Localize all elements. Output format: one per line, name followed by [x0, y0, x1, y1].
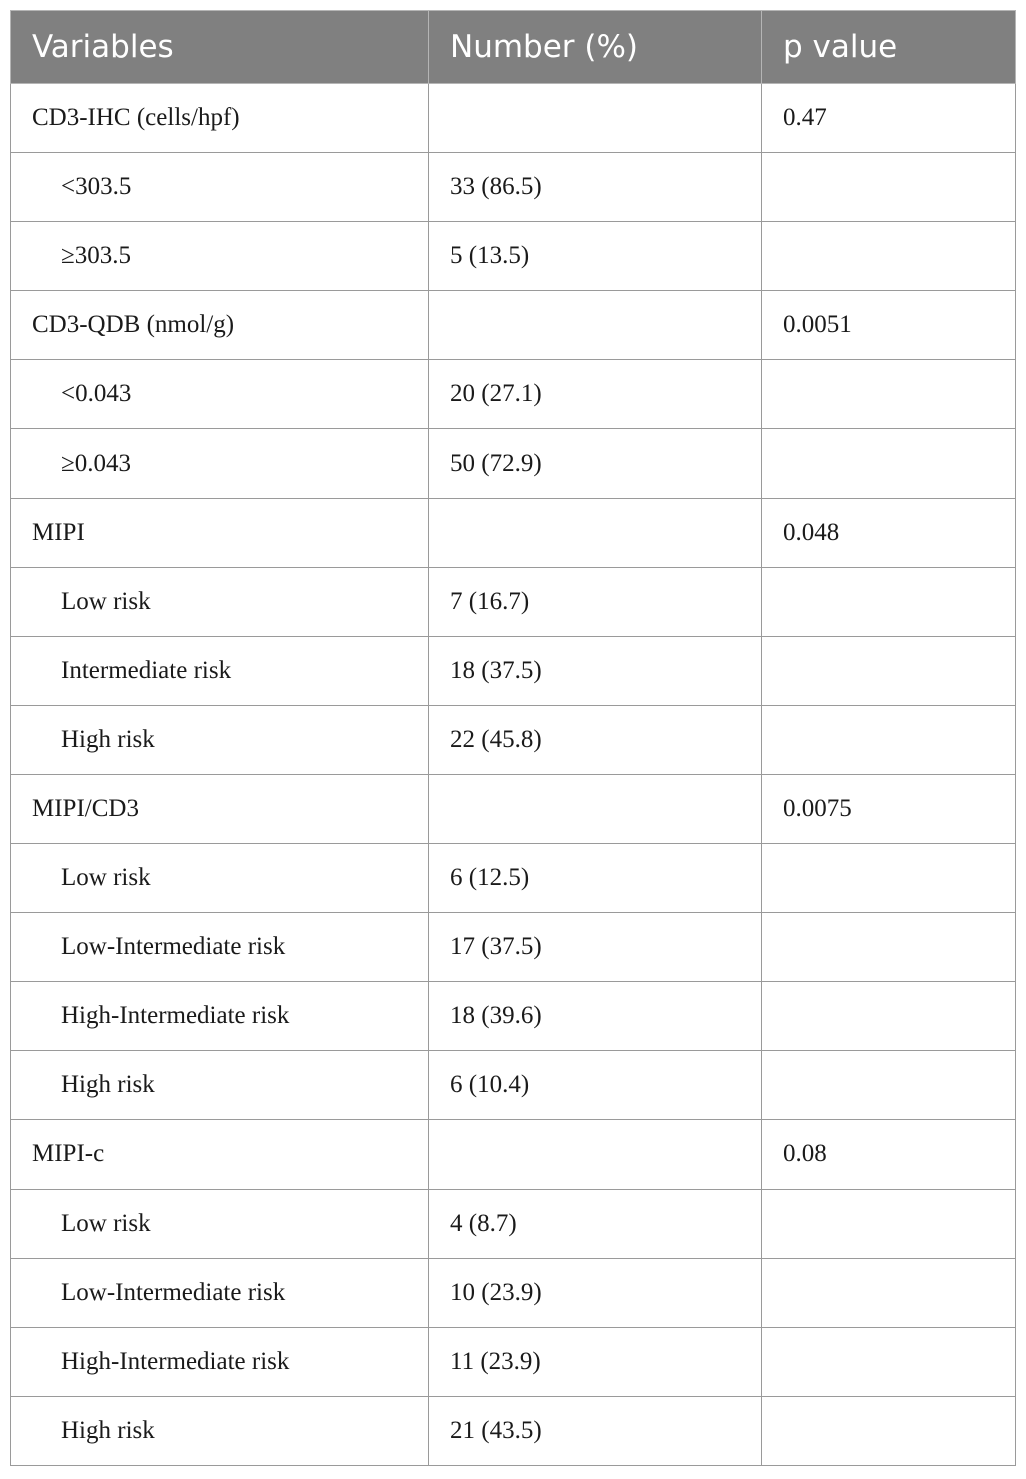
- cell-p-value: 0.08: [762, 1120, 1016, 1189]
- cell-variable: <303.5: [11, 153, 429, 222]
- table-row: [11, 1051, 1016, 1120]
- header-p-value: p value: [762, 11, 1016, 84]
- cell-variable: High-Intermediate risk: [11, 982, 429, 1051]
- cell-p-value: [762, 153, 1016, 222]
- table-row: [11, 844, 1016, 913]
- cell-p-value: [762, 705, 1016, 774]
- cell-variable: High-Intermediate risk: [11, 1327, 429, 1396]
- cell-variable: MIPI: [11, 498, 429, 567]
- table-row: [11, 705, 1016, 774]
- cell-variable: Low risk: [11, 1189, 429, 1258]
- cell-variable: High risk: [11, 1396, 429, 1465]
- cell-p-value: [762, 982, 1016, 1051]
- cell-p-value: [762, 1327, 1016, 1396]
- table-row: [11, 636, 1016, 705]
- cell-number: [429, 1120, 762, 1189]
- cell-number: 5 (13.5): [429, 222, 762, 291]
- cell-variable: MIPI/CD3: [11, 774, 429, 843]
- cell-p-value: 0.47: [762, 84, 1016, 153]
- table-group-row: [11, 498, 1016, 567]
- cell-number: 17 (37.5): [429, 913, 762, 982]
- cell-p-value: [762, 429, 1016, 498]
- cell-p-value: [762, 222, 1016, 291]
- cell-number: 6 (12.5): [429, 844, 762, 913]
- cell-variable: Low risk: [11, 844, 429, 913]
- table-row: [11, 222, 1016, 291]
- cell-number: 7 (16.7): [429, 567, 762, 636]
- cell-number: 21 (43.5): [429, 1396, 762, 1465]
- header-variables: Variables: [11, 11, 429, 84]
- cell-p-value: [762, 1051, 1016, 1120]
- cell-p-value: [762, 567, 1016, 636]
- cell-variable: Intermediate risk: [11, 636, 429, 705]
- header-number: Number (%): [429, 11, 762, 84]
- cell-variable: <0.043: [11, 360, 429, 429]
- cell-number: 10 (23.9): [429, 1258, 762, 1327]
- cell-p-value: [762, 1396, 1016, 1465]
- cell-number: 33 (86.5): [429, 153, 762, 222]
- table-body: [11, 84, 1016, 1466]
- table-group-row: [11, 291, 1016, 360]
- cell-variable: High risk: [11, 1051, 429, 1120]
- data-table: [10, 10, 1016, 1466]
- table-row: [11, 567, 1016, 636]
- cell-variable: CD3-QDB (nmol/g): [11, 291, 429, 360]
- cell-p-value: [762, 1189, 1016, 1258]
- cell-number: 11 (23.9): [429, 1327, 762, 1396]
- cell-p-value: [762, 360, 1016, 429]
- table-row: [11, 429, 1016, 498]
- cell-variable: Low risk: [11, 567, 429, 636]
- cell-variable: Low-Intermediate risk: [11, 913, 429, 982]
- cell-p-value: [762, 1258, 1016, 1327]
- cell-p-value: 0.0051: [762, 291, 1016, 360]
- cell-number: [429, 291, 762, 360]
- cell-variable: High risk: [11, 705, 429, 774]
- table-row: [11, 153, 1016, 222]
- cell-number: [429, 84, 762, 153]
- table-group-row: [11, 1120, 1016, 1189]
- table-row: [11, 360, 1016, 429]
- cell-variable: MIPI-c: [11, 1120, 429, 1189]
- cell-number: 50 (72.9): [429, 429, 762, 498]
- cell-number: 18 (39.6): [429, 982, 762, 1051]
- table-row: [11, 1396, 1016, 1465]
- cell-variable: CD3-IHC (cells/hpf): [11, 84, 429, 153]
- table-row: [11, 1189, 1016, 1258]
- table-row: [11, 982, 1016, 1051]
- table-row: [11, 1327, 1016, 1396]
- cell-number: 4 (8.7): [429, 1189, 762, 1258]
- cell-p-value: [762, 844, 1016, 913]
- cell-number: 6 (10.4): [429, 1051, 762, 1120]
- cell-p-value: [762, 636, 1016, 705]
- table-group-row: [11, 84, 1016, 153]
- header-row: [11, 11, 1016, 84]
- cell-variable: ≥303.5: [11, 222, 429, 291]
- cell-number: 20 (27.1): [429, 360, 762, 429]
- cell-number: 18 (37.5): [429, 636, 762, 705]
- cell-number: [429, 498, 762, 567]
- table-row: [11, 913, 1016, 982]
- table-row: [11, 1258, 1016, 1327]
- cell-p-value: [762, 913, 1016, 982]
- table-group-row: [11, 774, 1016, 843]
- cell-p-value: 0.048: [762, 498, 1016, 567]
- cell-variable: Low-Intermediate risk: [11, 1258, 429, 1327]
- cell-p-value: 0.0075: [762, 774, 1016, 843]
- cell-number: [429, 774, 762, 843]
- table-header: [11, 11, 1016, 84]
- cell-variable: ≥0.043: [11, 429, 429, 498]
- data-table-container: [10, 10, 1015, 1466]
- cell-number: 22 (45.8): [429, 705, 762, 774]
